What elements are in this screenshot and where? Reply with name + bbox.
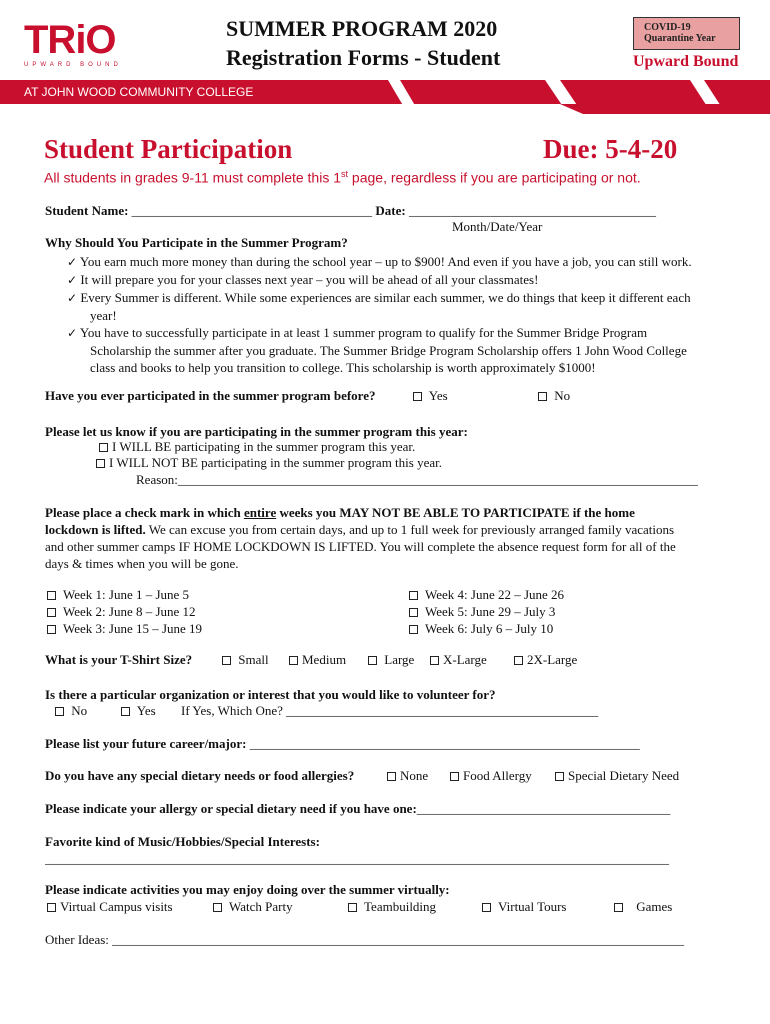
weeks-col-2 [409, 586, 564, 637]
tshirt-question: What is your T-Shirt Size? [45, 652, 193, 667]
instruction-post: page, regardless if you are participating or not. [348, 169, 641, 186]
activity-label: Games [636, 899, 673, 914]
week-option[interactable] [409, 620, 564, 637]
header-title-1: SUMMER PROGRAM 2020 [226, 16, 498, 41]
logo-subtitle: UPWARD BOUND [24, 62, 122, 68]
other-ideas-row [45, 932, 684, 948]
activity-virtual-tours[interactable] [482, 899, 567, 915]
activity-label: Virtual Campus visits [60, 899, 173, 914]
music-field[interactable]: ________________________________________________________________________________________________ [45, 851, 669, 866]
checkbox[interactable] [47, 903, 56, 912]
tshirt-small-label: Small [238, 652, 269, 667]
covid-badge-line2: Quarantine Year [644, 33, 716, 44]
student-name-row [45, 203, 656, 219]
why-item-text: Every Summer is different. While some experiences are similar each summer, we do things that keep it different each [80, 290, 691, 305]
week-label: Week 6: July 6 – July 10 [425, 621, 554, 636]
why-item [67, 271, 692, 289]
upward-bound-label: Upward Bound [633, 53, 739, 70]
weeks-line-2 [45, 521, 676, 538]
checkbox[interactable] [430, 656, 439, 665]
music-label: Favorite kind of Music/Hobbies/Special Interests: [45, 834, 320, 849]
weeks-p2-bold: lockdown is lifted. [45, 522, 146, 537]
tshirt-xlarge-label: X-Large [443, 652, 487, 667]
will-not-participate-label: I WILL NOT BE participating in the summer program this year. [109, 455, 442, 470]
checkbox[interactable] [409, 625, 418, 634]
trio-logo [24, 20, 124, 72]
banner-text: AT JOHN WOOD COMMUNITY COLLEGE [24, 85, 254, 99]
week-label: Week 5: June 29 – July 3 [425, 604, 556, 619]
why-item-cont: Scholarship the summer after you graduate. The Summer Bridge Program Scholarship offers 1 John Wood College [90, 343, 687, 358]
volunteer-yes-label: Yes [136, 703, 156, 718]
checkbox[interactable] [482, 903, 491, 912]
checkbox[interactable] [96, 459, 105, 468]
checkbox[interactable] [538, 392, 547, 401]
other-ideas-field[interactable]: ________________________________________________________________________________________ [108, 932, 685, 947]
reason-field[interactable]: ________________________________________________________________________________ [177, 472, 698, 487]
covid-badge [633, 17, 740, 50]
activity-games[interactable] [614, 899, 672, 915]
checkbox[interactable] [614, 903, 623, 912]
why-list [67, 253, 692, 376]
volunteer-no-label: No [71, 703, 88, 718]
will-not-participate-option[interactable] [96, 455, 442, 471]
date-hint: Month/Date/Year [452, 219, 543, 234]
weeks-p1-pre: Please place a check mark in which [45, 505, 244, 520]
why-heading: Why Should You Participate in the Summer Program? [45, 235, 348, 250]
participated-no-label: No [554, 388, 571, 403]
dietary-none-label: None [400, 768, 429, 783]
checkmark-icon: ✓ [67, 255, 78, 269]
weeks-paragraph [45, 504, 676, 572]
why-item-text: You have to successfully participate in at least 1 summer program to qualify for the Summer Bridge Program [79, 325, 648, 340]
instruction-sup: st [341, 169, 349, 179]
dietary-food-label: Food Allergy [463, 768, 532, 783]
week-label: Week 3: June 15 – June 19 [63, 621, 203, 636]
activity-campus-visits[interactable] [47, 899, 173, 915]
week-option[interactable] [47, 586, 202, 603]
dietary-question: Do you have any special dietary needs or food allergies? [45, 768, 355, 783]
weeks-col-1 [47, 586, 202, 637]
career-label: Please list your future career/major: [45, 736, 247, 751]
participated-yes-label: Yes [428, 388, 448, 403]
participated-yes[interactable] [413, 388, 448, 404]
logo-text: TRiO [24, 18, 116, 62]
will-participate-option[interactable] [99, 439, 415, 455]
checkbox[interactable] [99, 443, 108, 452]
week-label: Week 2: June 8 – June 12 [63, 604, 196, 619]
week-option[interactable] [409, 586, 564, 603]
tshirt-large-label: Large [384, 652, 415, 667]
activities-question: Please indicate activities you may enjoy doing over the summer virtually: [45, 882, 450, 897]
week-option[interactable] [47, 603, 202, 620]
date-label: Date: [375, 203, 406, 218]
why-item [67, 324, 692, 342]
dietary-special[interactable] [555, 768, 679, 784]
will-participate-label: I WILL BE participating in the summer program this year. [112, 439, 416, 454]
activity-label: Watch Party [229, 899, 293, 914]
week-label: Week 4: June 22 – June 26 [425, 587, 565, 602]
tshirt-xlarge[interactable] [430, 652, 487, 668]
other-ideas-label: Other Ideas: [45, 932, 109, 947]
dietary-special-label: Special Dietary Need [568, 768, 680, 783]
dietary-none[interactable] [387, 768, 428, 784]
volunteer-yes[interactable] [121, 703, 156, 719]
checkbox[interactable] [121, 707, 130, 716]
weeks-line-4: days & times when you will be gone. [45, 556, 239, 571]
student-name-label: Student Name: [45, 203, 129, 218]
checkbox[interactable] [514, 656, 523, 665]
checkbox[interactable] [555, 772, 564, 781]
activity-watch-party[interactable] [213, 899, 293, 915]
career-field[interactable]: ____________________________________________________________ [246, 736, 640, 751]
tshirt-large[interactable] [368, 652, 414, 668]
checkmark-icon: ✓ [67, 326, 78, 340]
checkbox[interactable] [348, 903, 357, 912]
checkbox[interactable] [213, 903, 222, 912]
weeks-line-3: and other summer camps IF HOME LOCKDOWN IS LIFTED. You will complete the absence request form for all of the [45, 539, 676, 554]
why-item [67, 289, 692, 307]
due-date: Due: 5-4-20 [543, 134, 678, 164]
weeks-p1-post: weeks you MAY NOT BE ABLE TO PARTICIPATE if the home [276, 505, 635, 520]
why-item-cont: year! [90, 308, 117, 323]
tshirt-2xlarge-label: 2X-Large [527, 652, 578, 667]
allergy-row [45, 801, 670, 817]
weeks-p1-underline: entire [243, 505, 277, 520]
why-item-cont: class and books to help you transition to college. This scholarship is worth approximately $1000! [90, 360, 596, 375]
activity-teambuilding[interactable] [348, 899, 436, 915]
weeks-line-1 [45, 504, 676, 521]
participated-question: Have you ever participated in the summer program before? [45, 388, 376, 403]
reason-row [136, 472, 698, 488]
checkbox[interactable] [409, 591, 418, 600]
volunteer-question: Is there a particular organization or interest that you would like to volunteer for? [45, 687, 496, 702]
week-label: Week 1: June 1 – June 5 [63, 587, 190, 602]
why-item [67, 253, 692, 271]
checkmark-icon: ✓ [67, 291, 78, 305]
tshirt-medium[interactable] [289, 652, 346, 668]
checkbox[interactable] [47, 591, 56, 600]
checkbox[interactable] [289, 656, 298, 665]
why-item-text: You earn much more money than during the school year – up to $900! And even if you have a job, you can still work. [79, 254, 692, 269]
weeks-p2-rest: We can excuse you from certain days, and up to 1 full week for previously arranged family vacations [145, 522, 675, 537]
participated-no[interactable] [538, 388, 570, 404]
allergy-field[interactable]: _______________________________________ [416, 801, 671, 816]
checkbox[interactable] [47, 608, 56, 617]
header-title-2: Registration Forms - Student [226, 45, 501, 70]
covid-badge-line1: COVID-19 [644, 22, 691, 33]
allergy-label: Please indicate your allergy or special dietary need if you have one: [45, 801, 417, 816]
checkbox[interactable] [413, 392, 422, 401]
week-option[interactable] [409, 603, 564, 620]
section-instruction [44, 169, 641, 186]
this-year-question: Please let us know if you are participating in the summer program this year: [45, 424, 468, 439]
activity-label: Teambuilding [364, 899, 437, 914]
checkmark-icon: ✓ [67, 273, 78, 287]
checkbox[interactable] [409, 608, 418, 617]
checkbox[interactable] [368, 656, 377, 665]
activity-label: Virtual Tours [498, 899, 567, 914]
tshirt-medium-label: Medium [302, 652, 347, 667]
section-title: Student Participation [44, 134, 293, 164]
checkbox[interactable] [47, 625, 56, 634]
header-banner [0, 80, 770, 114]
career-row [45, 736, 640, 752]
reason-label: Reason: [136, 472, 178, 487]
instruction-pre: All students in grades 9-11 must complete this 1 [44, 169, 342, 186]
volunteer-which-field[interactable]: If Yes, Which One? ________________________________________________ [181, 703, 599, 718]
tshirt-small[interactable] [222, 652, 269, 668]
week-option[interactable] [47, 620, 202, 637]
checkbox[interactable] [387, 772, 396, 781]
date-field[interactable]: ______________________________________ [405, 203, 656, 218]
checkbox[interactable] [55, 707, 64, 716]
student-name-field[interactable]: _____________________________________ [128, 203, 376, 218]
why-item-text: It will prepare you for your classes next year – you will be ahead of all your classmates! [80, 272, 539, 287]
dietary-food-allergy[interactable] [450, 768, 532, 784]
checkbox[interactable] [450, 772, 459, 781]
checkbox[interactable] [222, 656, 231, 665]
tshirt-2xlarge[interactable] [514, 652, 577, 668]
volunteer-no[interactable] [55, 703, 87, 719]
